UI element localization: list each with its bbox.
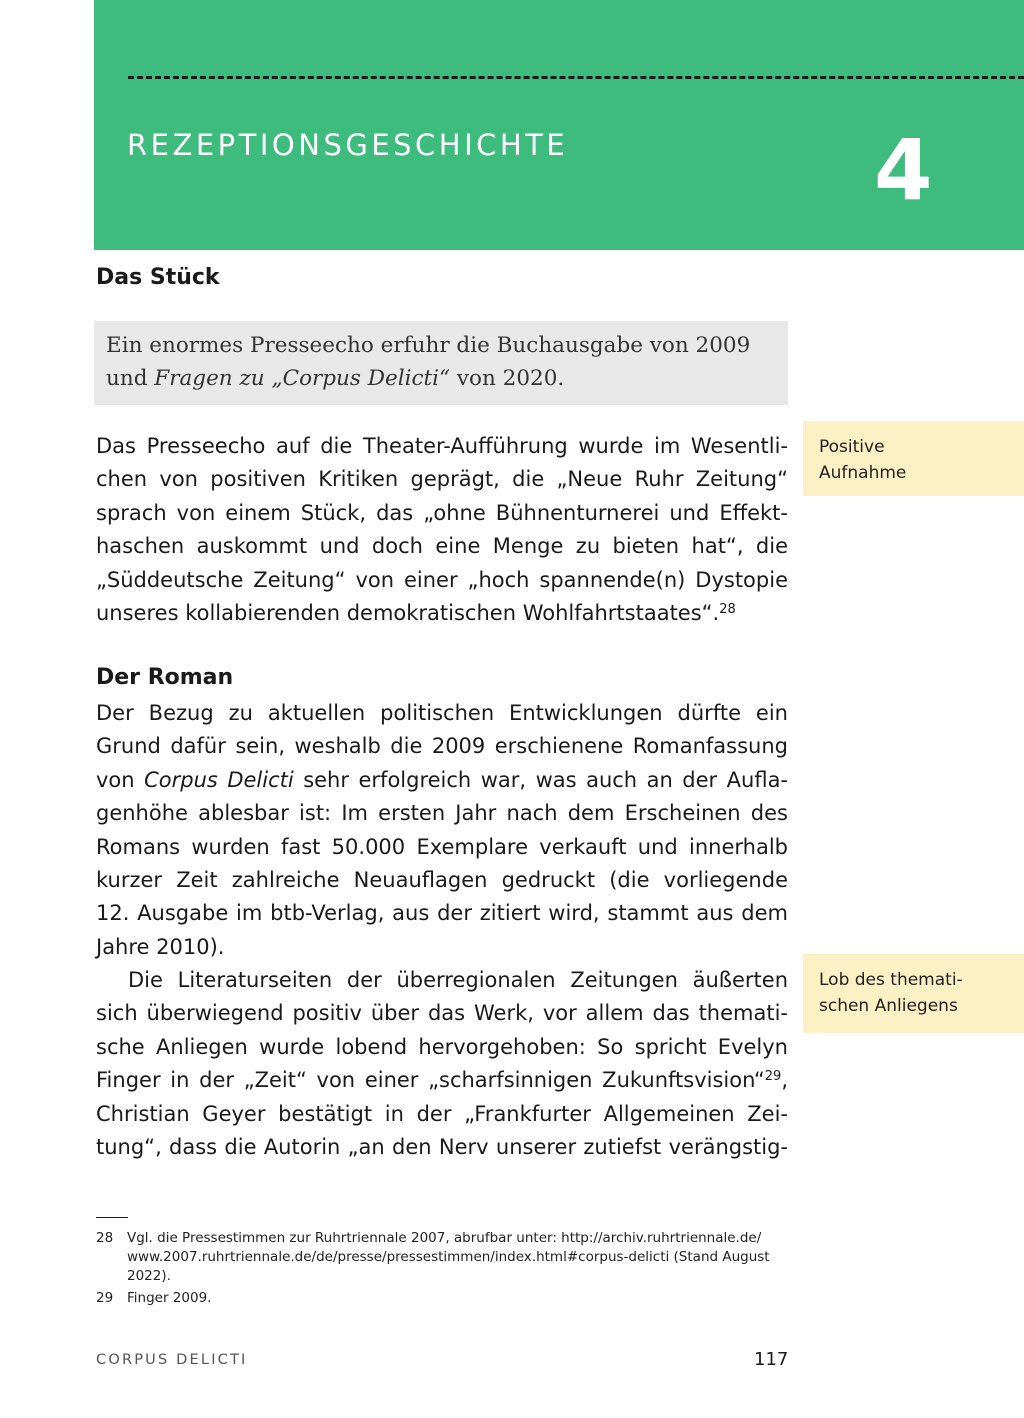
paragraph-text-run: sehr erfolgreich war, was auch an der Aufla-	[293, 767, 789, 792]
paragraph-text-run: von	[96, 767, 145, 792]
summary-text-run: und	[106, 366, 155, 391]
paragraph-line: Die Literaturseiten der überregionalen Zeitungen äußerten	[128, 968, 788, 992]
margin-note-line: Positive	[819, 437, 885, 457]
summary-title-italic: Fragen zu „Corpus Delicti“	[154, 366, 451, 391]
chapter-header	[94, 0, 1024, 250]
chapter-title: REZEPTIONSGESCHICHTE	[127, 128, 569, 162]
paragraph-line: sprach von einem Stück, das „ohne Bühnenturnerei und Effekt-	[96, 500, 788, 525]
paragraph-line: sche Anliegen wurde lobend hervorgehoben: So spricht Evelyn	[96, 1034, 788, 1059]
paragraph-line: kurzer Zeit zahlreiche Neuauflagen gedruckt (die vorliegende	[96, 868, 788, 893]
paragraph-text-run: ,	[781, 1068, 788, 1093]
paragraph-line: tung“, dass die Autorin „an den Nerv unserer zutiefst verängstig-	[96, 1135, 788, 1160]
paragraph-line: genhöhe ablesbar ist: Im ersten Jahr nach dem Erscheinen des	[96, 801, 788, 826]
footnote-line: Finger 2009.	[127, 1290, 212, 1306]
margin-note-line: Aufnahme	[819, 462, 907, 483]
paragraph-line: 12. Ausgabe im btb-Verlag, aus der zitiert wird, stammt aus dem	[96, 901, 788, 926]
paragraph-line: Jahre 2010).	[96, 934, 225, 959]
margin-note-text	[819, 968, 963, 1019]
paragraph-line: „Süddeutsche Zeitung“ von einer „hoch spannende(n) Dystopie	[96, 567, 788, 592]
summary-line: Ein enormes Presseecho erfuhr die Buchausgabe von 2009	[106, 333, 751, 358]
footnote-line: 2022).	[127, 1268, 171, 1284]
footnote-line: Vgl. die Pressestimmen zur Ruhrtriennale 2007, abrufbar unter: http://archiv.ruhrtriennale.de/	[127, 1230, 762, 1246]
margin-note-lob	[803, 954, 1024, 1033]
chapter-number: 4	[874, 121, 933, 219]
paragraph-line: chen von positiven Kritiken geprägt, die „Neue Ruhr Zeitung“	[96, 467, 788, 492]
summary-text-run: von 2020.	[450, 366, 565, 391]
footnote-number: 28	[96, 1230, 114, 1246]
paragraph-text-run: Finger in der „Zeit“ von einer „scharfsinnigen Zukunftsvision“	[96, 1068, 765, 1093]
summary-line	[106, 362, 786, 395]
footnote-ref: 28	[719, 602, 736, 618]
paragraph-line	[96, 597, 788, 630]
paragraph-stueck	[96, 430, 788, 630]
paragraph-line: Der Bezug zu aktuellen politischen Entwicklungen dürfte ein	[96, 701, 788, 725]
summary-box	[94, 321, 788, 405]
margin-note-line: schen Anliegens	[819, 995, 958, 1016]
footnote-ref: 29	[764, 1069, 782, 1085]
footnote-divider	[96, 1217, 128, 1218]
summary-text	[106, 329, 786, 395]
section-heading-stueck: Das Stück	[96, 265, 220, 290]
paragraph-line	[96, 1064, 788, 1097]
paragraph-roman-2	[96, 964, 788, 1164]
section-heading-roman: Der Roman	[96, 665, 234, 690]
paragraph-text-run: unseres kollabierenden demokratischen Wohlfahrtstaates“.	[96, 601, 720, 626]
paragraph-line: Das Presseecho auf die Theater-Aufführung wurde im Wesentli-	[96, 434, 788, 458]
paragraph-roman-1	[96, 697, 788, 964]
footnote-text	[127, 1229, 787, 1286]
paragraph-line: Christian Geyer bestätigt in der „Frankfurter Allgemeinen Zei-	[96, 1101, 788, 1126]
page-number: 117	[754, 1349, 789, 1370]
paragraph-line	[96, 764, 788, 797]
paragraph-line: Grund dafür sein, weshalb die 2009 erschienene Romanfassung	[96, 734, 788, 759]
footnote-number: 29	[96, 1290, 114, 1306]
footnote-text	[127, 1289, 787, 1308]
margin-note-positive	[803, 421, 1024, 496]
book-title-italic: Corpus Delicti	[144, 767, 294, 792]
dashed-divider	[128, 76, 1024, 79]
paragraph-line: Romans wurden fast 50.000 Exemplare verkauft und innerhalb	[96, 834, 788, 859]
running-title: CORPUS DELICTI	[96, 1352, 248, 1368]
paragraph-line: haschen auskommt und doch eine Menge zu bieten hat“, die	[96, 534, 788, 559]
margin-note-text	[819, 435, 906, 486]
margin-note-line: Lob des themati-	[819, 970, 963, 990]
paragraph-line: sich überwiegend positiv über das Werk, vor allem das themati-	[96, 1001, 788, 1026]
footnote-line: www.2007.ruhrtriennale.de/de/presse/pressestimmen/index.html#corpus-delicti (Stand August	[127, 1249, 770, 1265]
